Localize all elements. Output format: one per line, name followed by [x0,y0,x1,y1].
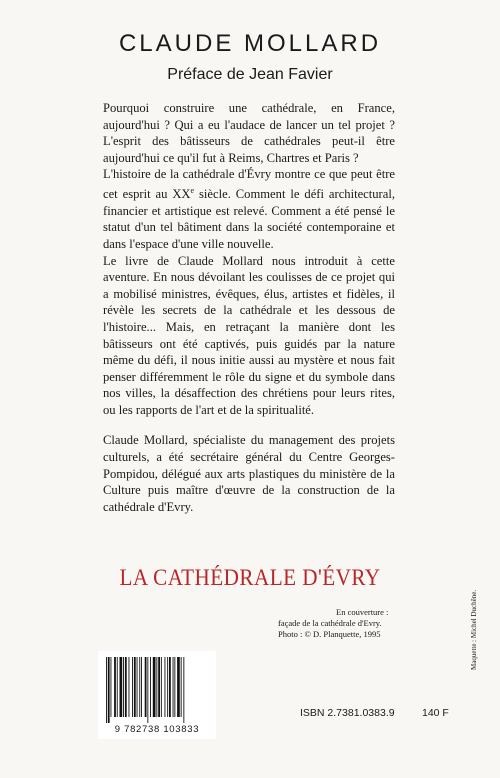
barcode-bars-icon [106,657,208,723]
barcode [98,651,216,739]
cover-credit-line-3: Photo : © D. Planquette, 1995 [278,629,381,639]
preface-line: Préface de Jean Favier [167,66,333,83]
barcode-bar [134,657,136,717]
barcode-bar [158,657,160,717]
barcode-bar [165,657,166,717]
barcode-bar [137,657,138,717]
barcode-bar [141,657,142,717]
barcode-bar [117,657,118,717]
cover-photo-credit [278,607,478,640]
barcode-bar [114,657,116,717]
paragraph-history [103,166,395,252]
barcode-bar [111,657,112,717]
barcode-bar [108,657,110,723]
barcode-bar [125,657,127,717]
barcode-bar [123,657,124,717]
back-cover-text [103,100,395,515]
author-bio: Claude Mollard, spécialiste du management des projets culturels, a été secrétaire général du Centre Georges-Pompidou, délégué aux arts plastiques du ministère de la Culture puis maître d'œuvre de la construction de la cathédrale d'Evry. [103,433,395,514]
barcode-bar [132,657,133,717]
paragraph-intro: Pourquoi construire une cathédrale, en France, aujourd'hui ? Qui a eu l'audace de lancer un tel projet ? L'esprit des bâtisseurs de cathédrales peut-il être aujourd'hui ce qu'il fut à Reims, Chartres et Paris ? [103,101,395,165]
barcode-bar [139,657,140,717]
barcode-bar [106,657,107,723]
price: 140 F [422,707,449,719]
barcode-bar [173,657,174,717]
barcode-bar [129,657,130,717]
cover-credit-line-2: façade de la cathédrale d'Evry. [278,618,382,628]
barcode-bar [150,657,151,717]
barcode-bar [177,657,180,717]
century-superscript: e [190,185,195,195]
paragraph-book: Le livre de Claude Mollard nous introduit à cette aventure. En nous dévoilant les coulisses de ce projet qui a mobilisé ministres, évêques, élus, artistes et fidèles, il révèle les secrets de la cathédrale et les dessous de l'histoire... Mais, en retraçant la manière dont les bâtisseurs ont été captivés, puis guidés par la nature même du défi, il nous initie aussi au mystère et nous fait penser différemment le rôle du signe et du symbole dans nos villes, la désaffection des chrétiens pour leurs rites, ou les rapports de l'art et de la spiritualité. [103,253,395,417]
isbn: ISBN 2.7381.0383.9 [300,707,395,719]
barcode-bar [169,657,171,717]
cover-credit-line-1: En couverture : [336,607,389,617]
barcode-bar [147,657,148,723]
paragraph-history-b: siècle. Comment le défi architectural, financier et artistique est relevé. Comment a été pensé le statut d'un tel bâtiment dans la société contemporaine et dans l'espace d'une ville nouvelle. [103,187,395,251]
barcode-bar [174,657,175,717]
barcode-bar [181,657,182,717]
barcode-bar [120,657,123,717]
barcode-bar [161,657,162,717]
book-title: LA CATHÉDRALE D'ÉVRY [119,565,381,590]
barcode-bar [145,657,147,717]
paragraph-history-a: L'histoire de la cathédrale d'Évry montre ce que peut être cet esprit au XX [103,167,395,202]
design-credit: Maquette : Michel Duchêne. [470,589,478,670]
barcode-digits: 9 782738 103833 [114,724,200,735]
barcode-bar [183,657,184,723]
barcode-bar [167,657,168,717]
author-name: CLAUDE MOLLARD [118,30,382,57]
barcode-bar [156,657,157,717]
barcode-bar [153,657,156,717]
